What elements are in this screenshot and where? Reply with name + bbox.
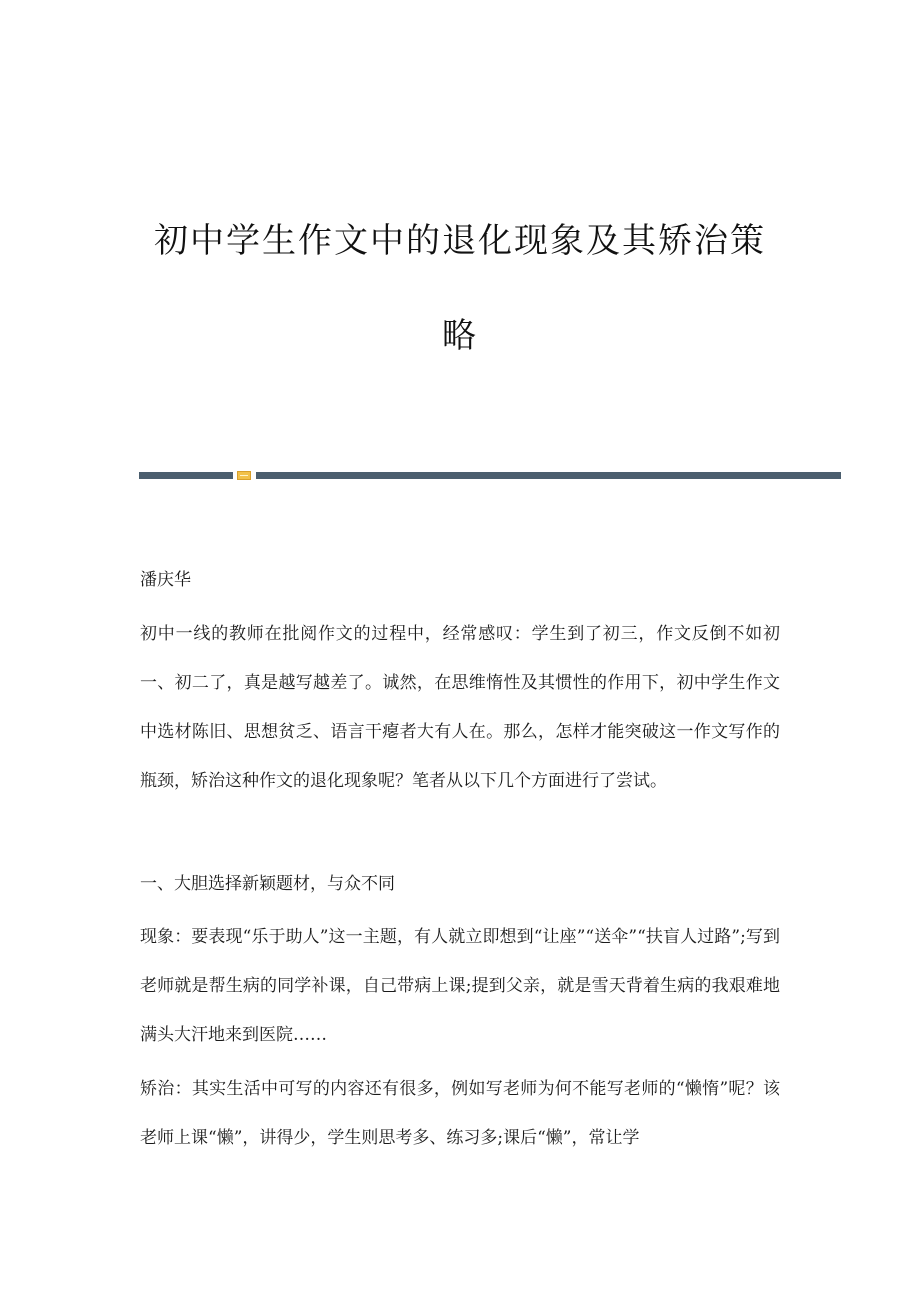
document-title-line-1: 初中学生作文中的退化现象及其矫治策	[154, 221, 766, 261]
remedy-paragraph: 矫治：其实生活中可写的内容还有很多，例如写老师为何不能写老师的“懒惰”呢？该老师上课“懒”，讲得少，学生则思考多、练习多;课后“懒”，常让学	[140, 1079, 780, 1148]
intro-paragraph: 初中一线的教师在批阅作文的过程中，经常感叹：学生到了初三，作文反倒不如初一、初二了，真是越写越差了。诚然，在思维惰性及其惯性的作用下，初中学生作文中选材陈旧、思想贫乏、语言干瘪者大有人在。那么，怎样才能突破这一作文写作的瓶颈，矫治这种作文的退化现象呢？笔者从以下几个方面进行了尝试。	[140, 624, 780, 791]
divider-bar-right	[256, 472, 841, 479]
divider-ornament-icon	[237, 471, 251, 480]
phenomenon-paragraph: 现象：要表现“乐于助人”这一主题，有人就立即想到“让座”“送伞”“扶盲人过路”;写到老师就是帮生病的同学补课，自己带病上课;提到父亲，就是雪天背着生病的我艰难地满头大汗地来到医院……	[140, 927, 780, 1045]
title-divider	[139, 471, 841, 480]
document-title-line-2: 略	[442, 316, 478, 356]
section-heading-1: 一、大胆选择新颖题材，与众不同	[140, 874, 395, 894]
divider-bar-left	[139, 472, 233, 479]
author-name: 潘庆华	[140, 570, 191, 590]
